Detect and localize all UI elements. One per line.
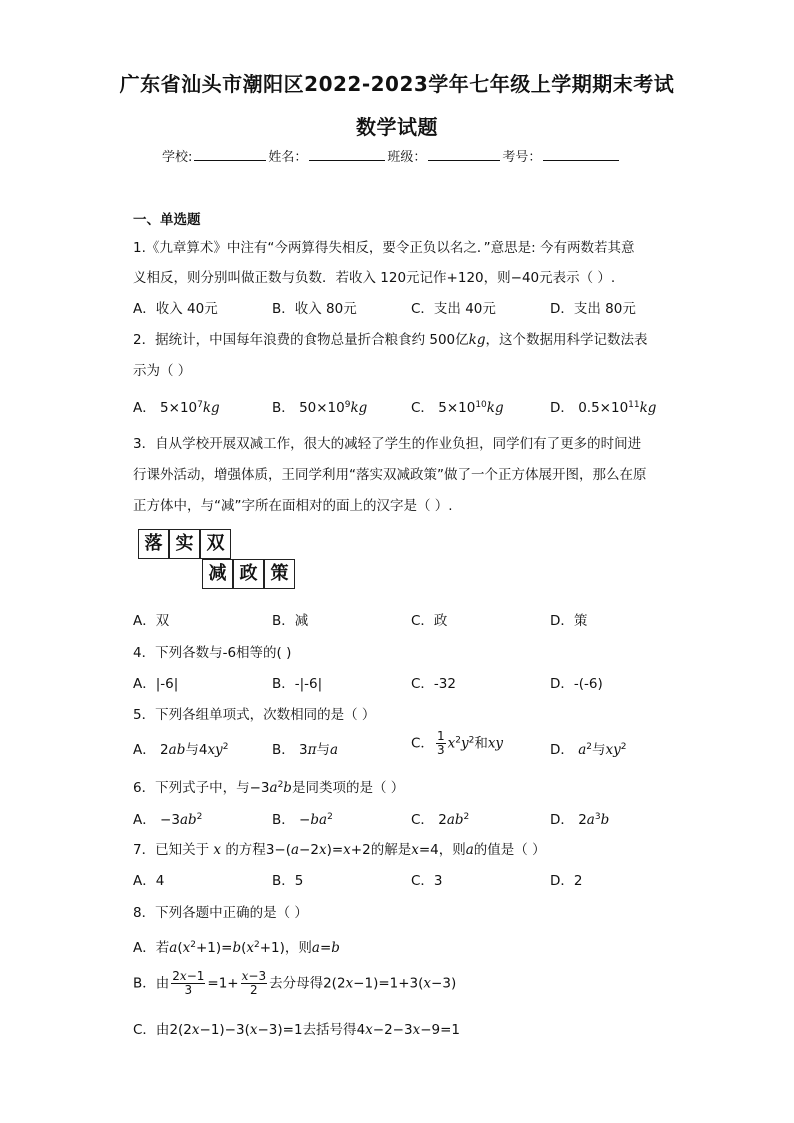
q2-c-exp: 10	[475, 400, 487, 410]
q6-b-label: B．	[272, 812, 295, 828]
q5-d-label: D．	[550, 742, 574, 758]
name-blank[interactable]	[309, 148, 385, 161]
q2-option-b[interactable]	[272, 396, 367, 416]
q4-option-a[interactable]: A．|-6|	[133, 676, 179, 692]
net-face-5: 政	[233, 559, 264, 589]
q1-line2: 义相反，则分别叫做正数与负数．若收入 120元记作+120，则−40元表示（ ）.	[133, 270, 616, 286]
q6-d-label: D．	[550, 812, 574, 828]
section-heading: 一、单选题	[133, 212, 201, 228]
q5-option-d[interactable]: D． $a^2$与$xy^2$	[550, 742, 627, 758]
q2-unit: kg	[468, 332, 486, 348]
class-blank[interactable]	[428, 148, 500, 161]
q1-option-b[interactable]: B．收入 80元	[272, 301, 357, 317]
q8-line1: 8．下列各题中正确的是（ ）	[133, 905, 308, 921]
q5-c-he: 和	[474, 735, 488, 752]
q2-a-unit: kg	[202, 400, 220, 416]
q1-option-a[interactable]: A．收入 40元	[133, 301, 218, 317]
q8-a-prefix: A．若	[133, 940, 170, 956]
class-label: 班级：	[387, 150, 427, 165]
q7-option-b[interactable]: B．5	[272, 873, 304, 889]
q5-a-label: A．	[133, 742, 156, 758]
q7-text-e: 的值是（ ）	[473, 842, 546, 858]
net-face-4: 减	[202, 559, 233, 589]
q2-c-unit: kg	[486, 400, 504, 416]
q2-line1-end: ，这个数据用科学记数法表	[485, 332, 648, 348]
q2-d-label: D．	[550, 400, 574, 416]
q5-b-and: 与	[316, 742, 331, 758]
q8-b-frac2: $\frac{x-3}{2}$	[241, 969, 267, 997]
q5-option-c[interactable]: C． $\frac{1}{3}$ $x^2y^2$和xy	[411, 729, 504, 757]
q8-c-prefix: C．由	[133, 1022, 170, 1038]
q1-option-c[interactable]: C．支出 40元	[411, 301, 496, 317]
net-face-6: 策	[264, 559, 295, 589]
net-face-1: 落	[138, 529, 169, 559]
q2-a-exp: 7	[197, 400, 203, 410]
q4-option-c[interactable]: C．-32	[411, 676, 456, 692]
q4-option-b[interactable]: B．-|-6|	[272, 676, 323, 692]
q8-c-mid: 去括号得	[302, 1022, 357, 1038]
q2-a-value: 5×10	[160, 400, 198, 416]
q3-line3: 正方体中，与“减”字所在面相对的面上的汉字是（ ）.	[133, 498, 453, 514]
school-blank[interactable]	[194, 148, 266, 161]
q5-fraction	[436, 730, 446, 757]
q4-line1: 4．下列各数与-6相等的( )	[133, 645, 292, 661]
q8-option-a[interactable]: A．若$a(x^2+1)=b(x^2+1)$，则a=b	[133, 940, 340, 956]
q1-option-d[interactable]: D．支出 80元	[550, 301, 636, 317]
exam-subtitle: 数学试题	[356, 115, 438, 139]
q6-option-b[interactable]: B． $-ba^2$	[272, 812, 333, 828]
net-face-2: 实	[169, 529, 200, 559]
q7-text-c: 的解是	[370, 842, 412, 858]
q3-line2: 行课外活动，增强体质，王同学利用“落实双减政策”做了一个正方体展开图，那么在原	[133, 467, 647, 483]
q5-d-and: 与	[592, 742, 606, 758]
q2-option-a[interactable]	[133, 396, 220, 416]
q2-c-label: C．	[411, 400, 434, 416]
q2-d-exp: 11	[628, 400, 640, 410]
q3-option-a[interactable]: A．双	[133, 613, 170, 629]
exam-no-blank[interactable]	[543, 148, 619, 161]
q2-b-unit: kg	[350, 400, 368, 416]
q2-b-exp: 9	[344, 400, 351, 410]
q3-option-b[interactable]: B．减	[272, 613, 309, 629]
q6-a-label: A．	[133, 812, 156, 828]
q7-text-b: 的方程	[225, 842, 266, 858]
q2-d-unit: kg	[639, 400, 657, 416]
q2-line1-text: 2．据统计，中国每年浪费的食物总量折合粮食约 500亿	[133, 332, 469, 348]
q2-c-value: 5×10	[438, 400, 476, 416]
q8-b-prefix: B．由	[133, 975, 170, 992]
q3-option-c[interactable]: C．政	[411, 613, 448, 629]
q5-c-label: C．	[411, 735, 434, 752]
school-label: 学校:	[162, 150, 193, 165]
q6-option-a[interactable]: A． $-3ab^2$	[133, 812, 203, 828]
q5-option-a[interactable]: A． 2ab与$4xy^2$	[133, 742, 229, 758]
q2-line1	[133, 328, 647, 348]
q8-option-b[interactable]: B．由 $\frac{2x-1}{3}$ =1+ $\frac{x-3}{2}$ 去分母得2(2x−1)=1+3(x−3)	[133, 969, 457, 997]
q5-b-label: B．	[272, 742, 295, 758]
q8-option-c[interactable]: C．由2(2x−1)−3(x−3)=1去括号得4x−2−3x−9=1	[133, 1022, 461, 1038]
q2-option-d[interactable]	[550, 396, 656, 416]
q8-b-mid: 去分母得	[269, 975, 324, 992]
q6-c-label: C．	[411, 812, 434, 828]
q5-frac-num: 1	[436, 729, 445, 743]
q5-line1: 5．下列各组单项式，次数相同的是（ ）	[133, 707, 376, 723]
q1-line1: 1.《九章算术》中注有“今两算得失相反，要令正负以名之．”意思是: 今有两数若其意	[133, 240, 635, 256]
net-face-3: 双	[200, 529, 231, 559]
q7-line1: 7．已知关于 x 的方程3−(a−2x)=x+2的解是x=4，则a的值是（ ）	[133, 842, 546, 858]
q8-b-frac1: $\frac{2x-1}{3}$	[172, 969, 205, 997]
q7-text-a: 7．已知关于	[133, 842, 210, 858]
q6-option-c[interactable]: C． $2ab^2$	[411, 812, 470, 828]
q5-option-b[interactable]: B． 3π与a	[272, 742, 339, 758]
q8-a-then: ，则	[284, 940, 312, 956]
q2-b-value: 50×10	[299, 400, 345, 416]
q5-frac-den: 3	[436, 743, 445, 757]
name-label: 姓名：	[268, 150, 308, 165]
q6-text-b: 是同类项的是（ ）	[291, 780, 405, 796]
q7-text-d: ，则	[438, 842, 466, 858]
q2-line2: 示为（ ）	[133, 363, 192, 379]
q7-option-c[interactable]: C．3	[411, 873, 443, 889]
exam-title: 广东省汕头市潮阳区2022-2023学年七年级上学期期末考试	[119, 72, 675, 96]
q4-option-d[interactable]: D．-(-6)	[550, 676, 603, 692]
student-info-line	[162, 146, 621, 165]
q6-text-a: 6．下列式子中，与	[133, 780, 250, 796]
q5-a-and: 与	[185, 742, 199, 758]
q2-d-value: 0.5×10	[578, 400, 629, 416]
q7-option-a[interactable]: A．4	[133, 873, 165, 889]
q3-option-d[interactable]: D．策	[550, 613, 588, 629]
q6-option-d[interactable]: D． $2a^3b$	[550, 812, 610, 828]
q2-a-label: A．	[133, 400, 156, 416]
exam-no-label: 考号：	[502, 150, 542, 165]
q2-b-label: B．	[272, 400, 295, 416]
q3-line1: 3．自从学校开展双减工作，很大的减轻了学生的作业负担，同学们有了更多的时间进	[133, 436, 642, 452]
q2-option-c[interactable]	[411, 396, 504, 416]
q6-line1: 6．下列式子中，与$-3a^2b$是同类项的是（ ）	[133, 780, 405, 796]
q7-option-d[interactable]: D．2	[550, 873, 583, 889]
